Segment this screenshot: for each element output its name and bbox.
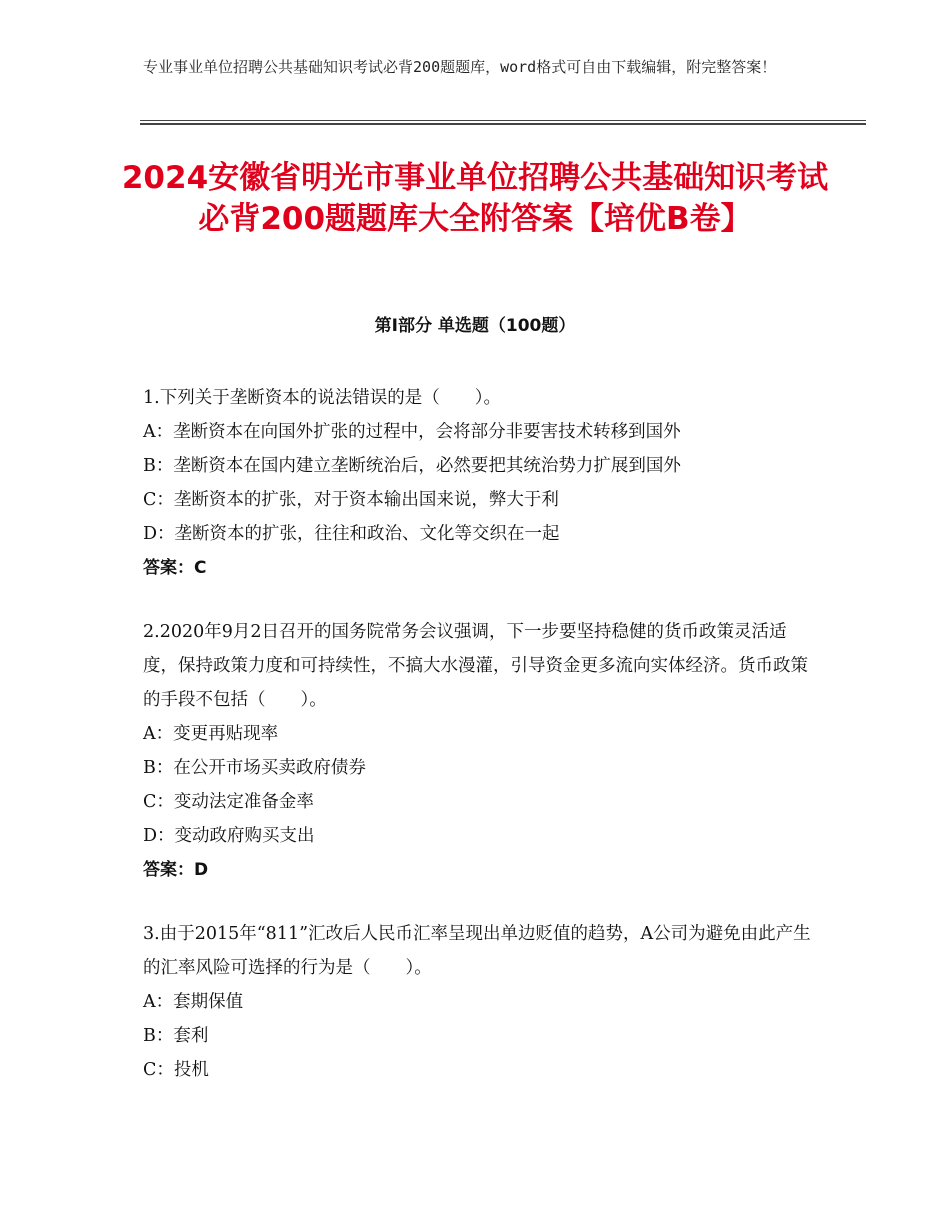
question-3: [143, 917, 811, 1087]
option-c: C：投机: [143, 1060, 209, 1080]
option-b: B：在公开市场买卖政府债券: [143, 758, 366, 778]
question-stem: 2.2020年9月2日召开的国务院常务会议强调，下一步要坚持稳健的货币政策灵活适度，保持政策力度和可持续性，不搞大水漫灌，引导资金更多流向实体经济。货币政策的手段不包括（ ）。: [143, 622, 808, 710]
answer: 答案：D: [143, 860, 209, 880]
answer: 答案：C: [143, 558, 207, 578]
header-note: 专业事业单位招聘公共基础知识考试必背200题题库，word格式可自由下载编辑，附完整答案！: [143, 58, 777, 76]
question-1: [143, 381, 811, 585]
option-c: C：垄断资本的扩张，对于资本输出国来说，弊大于利: [143, 490, 559, 510]
section-title: 第Ⅰ部分 单选题（100题）: [374, 316, 576, 336]
header-divider: [140, 120, 866, 125]
option-a: A：变更再贴现率: [143, 724, 279, 744]
document-title: 2024安徽省明光市事业单位招聘公共基础知识考试必背200题题库大全附答案【培优B卷】: [121, 160, 829, 237]
question-stem: 3.由于2015年“811”汇改后人民币汇率呈现出单边贬值的趋势，A公司为避免由此产生的汇率风险可选择的行为是（ ）。: [143, 924, 811, 978]
option-d: D：垄断资本的扩张，往往和政治、文化等交织在一起: [143, 524, 560, 544]
option-a: A：垄断资本在向国外扩张的过程中，会将部分非要害技术转移到国外: [143, 422, 681, 442]
question-stem: 1.下列关于垄断资本的说法错误的是（ ）。: [143, 388, 501, 408]
question-list: [143, 381, 811, 1117]
option-b: B：垄断资本在国内建立垄断统治后，必然要把其统治势力扩展到国外: [143, 456, 681, 476]
option-b: B：套利: [143, 1026, 209, 1046]
option-d: D：变动政府购买支出: [143, 826, 315, 846]
question-2: [143, 615, 811, 887]
option-c: C：变动法定准备金率: [143, 792, 314, 812]
option-a: A：套期保值: [143, 992, 244, 1012]
